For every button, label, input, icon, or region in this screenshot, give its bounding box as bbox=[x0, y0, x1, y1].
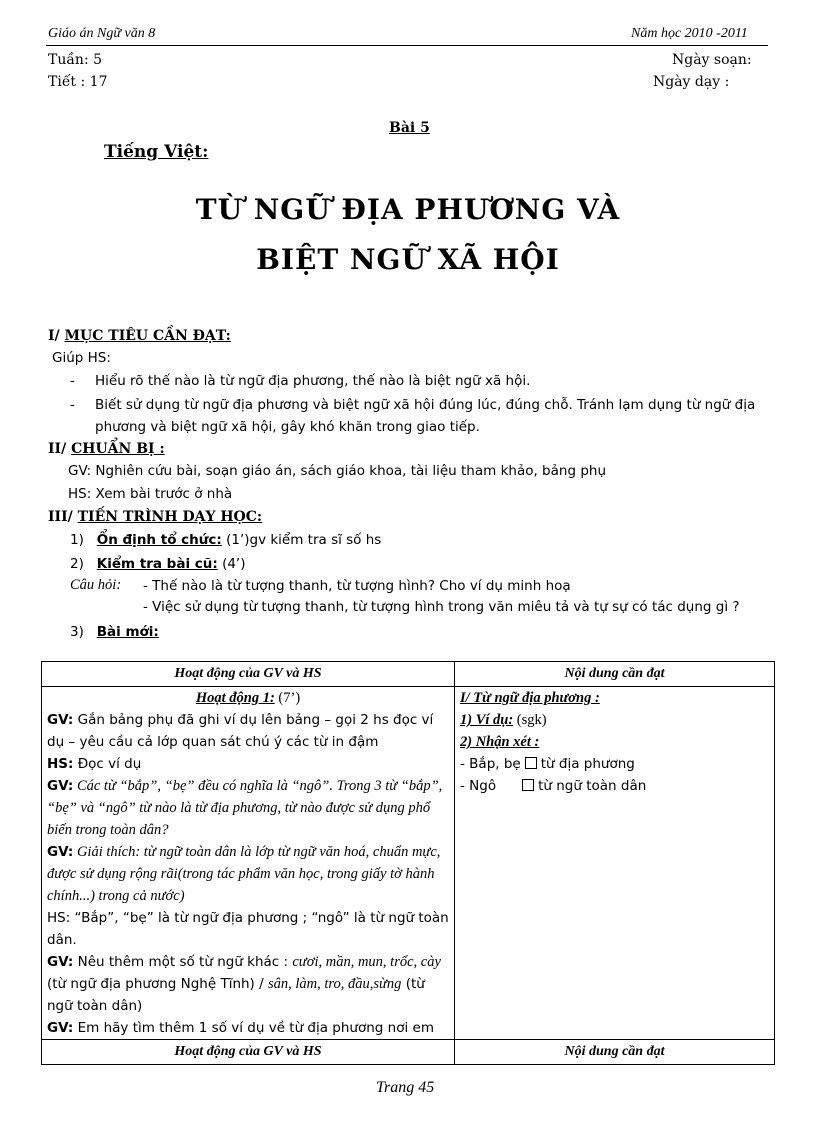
col-header-activities: Hoạt động của GV và HS bbox=[42, 662, 455, 687]
list-item-text: Biết sử dụng từ ngữ địa phương và biệt ngữ xã hội đúng lúc, đúng chỗ. Tránh lạm dụng từ ngữ địa bbox=[95, 397, 756, 413]
step1: 1) Ổn định tổ chức: (1’)gv kiểm tra sĩ số hs bbox=[70, 532, 382, 548]
header-divider bbox=[46, 45, 768, 46]
table-header-row-repeat bbox=[42, 1040, 775, 1065]
paragraph-hs-1: HS: Đọc ví dụ bbox=[47, 756, 142, 772]
activity-title: Hoạt động 1: (7’) bbox=[195, 690, 301, 706]
content-observation: 2) Nhận xét : bbox=[460, 734, 540, 750]
content-item-2: - Ngô từ ngữ toàn dân bbox=[460, 778, 647, 794]
step2: 2) Kiểm tra bài cũ: (4’) bbox=[70, 556, 246, 572]
week-label: Tuần: 5 bbox=[48, 52, 103, 68]
question-label: Câu hỏi: bbox=[70, 577, 122, 593]
content-item-1: - Bắp, bẹ từ địa phương bbox=[460, 756, 635, 772]
page-title-line2: BIỆT NGỮ XÃ HỘI bbox=[256, 243, 560, 276]
content-cell bbox=[455, 687, 775, 1040]
page-title-line1: TỪ NGỮ ĐỊA PHƯƠNG VÀ bbox=[195, 193, 621, 226]
lesson-number: Bài 5 bbox=[389, 120, 430, 136]
arrow-box-icon bbox=[522, 779, 534, 791]
section1-intro: Giúp HS: bbox=[52, 350, 111, 366]
arrow-box-icon bbox=[525, 757, 537, 769]
teach-date-label: Ngày dạy : bbox=[653, 74, 730, 90]
paragraph-gv-4: GV: Nêu thêm một số từ ngữ khác : cươi, mần, mun, trốc, cày (từ ngữ địa phương Nghệ Tĩnh) / sân, làm, tro, đầu,sừng (từ ngữ toàn dân) bbox=[47, 954, 441, 1014]
period-label: Tiết : 17 bbox=[48, 74, 108, 90]
content-example: 1) Ví dụ: (sgk) bbox=[460, 712, 547, 728]
list-item-text: phương và biệt ngữ xã hội, gây khó khăn trong giao tiếp. bbox=[95, 419, 480, 435]
section1-heading: I/ MỤC TIÊU CẦN ĐẠT: bbox=[48, 328, 231, 344]
activities-cell bbox=[42, 687, 455, 1040]
list-item: - bbox=[70, 373, 75, 389]
page-number: Trang 45 bbox=[376, 1079, 435, 1096]
col-header-content: Nội dung cần đạt bbox=[455, 662, 775, 687]
table-row bbox=[42, 687, 775, 1040]
step3: 3) Bài mới: bbox=[70, 624, 159, 640]
question-1: - Thế nào là từ tượng thanh, từ tượng hình? Cho ví dụ minh hoạ bbox=[143, 578, 571, 594]
activity-table bbox=[41, 661, 775, 1065]
prep-date-label: Ngày soạn: bbox=[672, 52, 752, 68]
prep-teacher: GV: Nghiên cứu bài, soạn giáo án, sách giáo khoa, tài liệu tham khảo, bảng phụ bbox=[68, 463, 606, 479]
col-header-activities-repeat: Hoạt động của GV và HS bbox=[42, 1040, 455, 1065]
table-header-row bbox=[42, 662, 775, 687]
header-right: Năm học 2010 -2011 bbox=[631, 26, 748, 41]
paragraph-hs-2: HS: “Bắp”, “bẹ” là từ ngữ địa phương ; “ngô” là từ ngữ toàn dân. bbox=[47, 910, 449, 948]
paragraph-gv-2: GV: Các từ “bắp”, “bẹ” đều có nghĩa là “ngô”. Trong 3 từ “bắp”, “bẹ” và “ngô” từ nào là từ địa phương, từ nào được sử dụng phổ biến trong toàn dân? bbox=[47, 778, 443, 838]
section2-heading: II/ CHUẨN BỊ : bbox=[48, 441, 165, 457]
prep-student: HS: Xem bài trước ở nhà bbox=[68, 486, 233, 502]
header-left: Giáo án Ngữ văn 8 bbox=[48, 26, 156, 41]
content-heading: I/ Từ ngữ địa phương : bbox=[460, 690, 600, 706]
paragraph-gv-1: GV: Gắn bảng phụ đã ghi ví dụ lên bảng – gọi 2 hs đọc ví dụ – yêu cầu cả lớp quan sát chú ý các từ in đậm bbox=[47, 712, 434, 750]
paragraph-gv-3: GV: Giải thích: từ ngữ toàn dân là lớp từ ngữ văn hoá, chuẩn mực, được sử dụng rộng rãi(trong tác phẩm văn học, trong giấy tờ hành chính...) trong cả nước) bbox=[47, 844, 441, 904]
question-2: - Việc sử dụng từ tượng thanh, từ tượng hình trong văn miêu tả và tự sự có tác dụng gì ? bbox=[143, 599, 740, 615]
paragraph-gv-5: GV: Em hãy tìm thêm 1 số ví dụ về từ địa phương nơi em bbox=[47, 1020, 434, 1036]
subject-label: Tiếng Việt: bbox=[104, 142, 209, 162]
col-header-content-repeat: Nội dung cần đạt bbox=[455, 1040, 775, 1065]
section3-heading: III/ TIẾN TRÌNH DẠY HỌC: bbox=[48, 509, 263, 525]
list-item: - bbox=[70, 397, 75, 413]
list-item-text: Hiểu rõ thế nào là từ ngữ địa phương, thế nào là biệt ngữ xã hội. bbox=[95, 373, 531, 389]
